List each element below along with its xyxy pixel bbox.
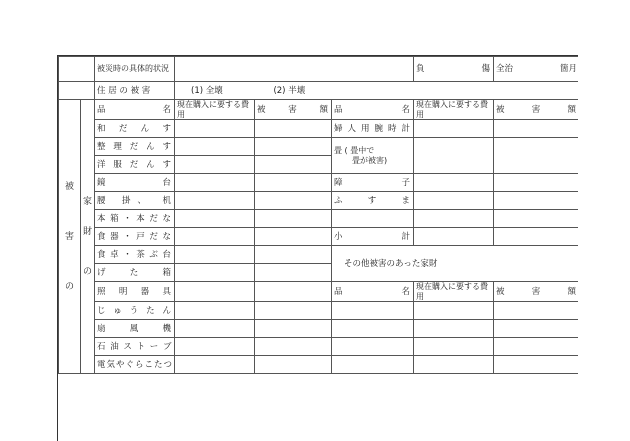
item-label: 扇 風 機 (95, 320, 175, 338)
table-row (59, 320, 579, 338)
table-row (59, 192, 579, 210)
damage-cell[interactable] (255, 120, 332, 138)
cost-cell[interactable] (414, 338, 494, 356)
cost-cell[interactable] (175, 174, 255, 192)
damage-cell[interactable] (494, 228, 578, 246)
damage-cell[interactable] (255, 156, 332, 174)
header-damage-3: 被 害 額 (494, 282, 578, 302)
item-label: 障 子 (332, 174, 414, 192)
header-item-2: 品 名 (332, 100, 414, 120)
cost-cell[interactable] (175, 282, 255, 302)
damage-cell[interactable] (494, 138, 578, 174)
table-row (59, 356, 579, 374)
injury-input[interactable] (494, 57, 578, 82)
cost-cell[interactable] (175, 320, 255, 338)
damage-form (57, 55, 578, 441)
item-label: ふ す ま (332, 192, 414, 210)
injury-prefix: 全治 (496, 64, 514, 74)
item-label: 照 明 器 具 (95, 282, 175, 302)
damage-cell[interactable] (494, 338, 578, 356)
cost-cell[interactable] (175, 228, 255, 246)
cost-cell[interactable] (414, 174, 494, 192)
cost-cell[interactable] (414, 210, 494, 228)
damage-cell[interactable] (494, 174, 578, 192)
cost-cell[interactable] (175, 264, 255, 282)
cost-cell[interactable] (175, 210, 255, 228)
header-row (59, 100, 579, 120)
cost-cell[interactable] (414, 320, 494, 338)
damage-cell[interactable] (255, 210, 332, 228)
item-cell[interactable] (332, 356, 414, 374)
header-damage: 被 害 額 (255, 100, 332, 120)
table-row (59, 120, 579, 138)
header-cost-3: 現在購入に要する費用 (414, 282, 494, 302)
damage-cell[interactable] (255, 302, 332, 320)
cost-cell[interactable] (414, 302, 494, 320)
cost-cell[interactable] (175, 120, 255, 138)
damage-cell[interactable] (255, 282, 332, 302)
table-row (59, 282, 579, 302)
cost-cell[interactable] (175, 246, 255, 264)
damage-cell[interactable] (494, 356, 578, 374)
damage-cell[interactable] (494, 320, 578, 338)
item-label: げ た 箱 (95, 264, 175, 282)
item-label: 鏡 台 (95, 174, 175, 192)
damage-table (58, 56, 578, 374)
table-row (59, 138, 579, 156)
table-row (59, 210, 579, 228)
item-label: 整 理 だ ん す (95, 138, 175, 156)
side-label-household: 家 財 の (81, 100, 95, 374)
tatami-label: 畳 ( 畳中で 畳が被害) (332, 138, 414, 174)
table-row (59, 228, 579, 246)
item-label: 小 計 (332, 228, 414, 246)
situation-label: 被災時の具体的状況 (95, 57, 175, 82)
header-item: 品 名 (95, 100, 175, 120)
residence-option-full[interactable]: (1) 全壊 (191, 85, 223, 96)
residence-options[interactable] (175, 82, 579, 100)
item-cell[interactable] (332, 338, 414, 356)
table-row (59, 302, 579, 320)
header-cost-2: 現在購入に要する費用 (414, 100, 494, 120)
header-item-3: 品 名 (332, 282, 414, 302)
damage-cell[interactable] (255, 338, 332, 356)
cost-cell[interactable] (414, 228, 494, 246)
cost-cell[interactable] (414, 138, 494, 174)
cost-cell[interactable] (175, 302, 255, 320)
damage-cell[interactable] (494, 302, 578, 320)
damage-cell[interactable] (494, 120, 578, 138)
damage-cell[interactable] (255, 264, 332, 282)
cost-cell[interactable] (414, 192, 494, 210)
item-label: 食器・戸だな (95, 228, 175, 246)
situation-input[interactable] (175, 57, 414, 82)
item-label (332, 210, 414, 228)
blank-cell (59, 82, 95, 100)
damage-cell[interactable] (255, 356, 332, 374)
item-label: 婦人用腕時計 (332, 120, 414, 138)
item-label: 腰 掛、 机 (95, 192, 175, 210)
side-label-damage: 被 害 の (59, 100, 81, 374)
cost-cell[interactable] (175, 192, 255, 210)
damage-cell[interactable] (255, 138, 332, 156)
cost-cell[interactable] (175, 338, 255, 356)
damage-cell[interactable] (255, 246, 332, 264)
item-label: 電気やぐらこたつ (95, 356, 175, 374)
cost-cell[interactable] (175, 138, 255, 156)
item-label: 本箱・本だな (95, 210, 175, 228)
header-damage-2: 被 害 額 (494, 100, 578, 120)
cost-cell[interactable] (414, 356, 494, 374)
damage-cell[interactable] (494, 192, 578, 210)
item-label: 洋 服 だ ん す (95, 156, 175, 174)
other-items-label: その他被害のあった家財 (332, 246, 579, 282)
header-cost: 現在購入に要する費用 (175, 100, 255, 120)
table-row (59, 174, 579, 192)
table-row (59, 246, 579, 264)
item-cell[interactable] (332, 302, 414, 320)
damage-cell[interactable] (255, 174, 332, 192)
cost-cell[interactable] (414, 120, 494, 138)
residence-label: 住 居 の 被 害 (95, 82, 175, 100)
residence-option-half[interactable]: (2) 半壊 (273, 85, 306, 96)
blank-cell (59, 57, 95, 82)
item-cell[interactable] (332, 320, 414, 338)
residence-row (59, 82, 579, 100)
damage-cell[interactable] (494, 210, 578, 228)
item-label: じ ゅ う た ん (95, 302, 175, 320)
damage-cell[interactable] (255, 228, 332, 246)
item-label: 石 油 ス ト ー ブ (95, 338, 175, 356)
item-label: 和 だ ん す (95, 120, 175, 138)
table-row (59, 338, 579, 356)
item-label: 食卓・茶ぶ台 (95, 246, 175, 264)
cost-cell[interactable] (175, 156, 255, 174)
damage-cell[interactable] (255, 320, 332, 338)
injury-unit: 箇月 (560, 64, 578, 74)
situation-row (59, 57, 579, 82)
cost-cell[interactable] (175, 356, 255, 374)
injury-label: 負 傷 (414, 57, 494, 82)
damage-cell[interactable] (255, 192, 332, 210)
